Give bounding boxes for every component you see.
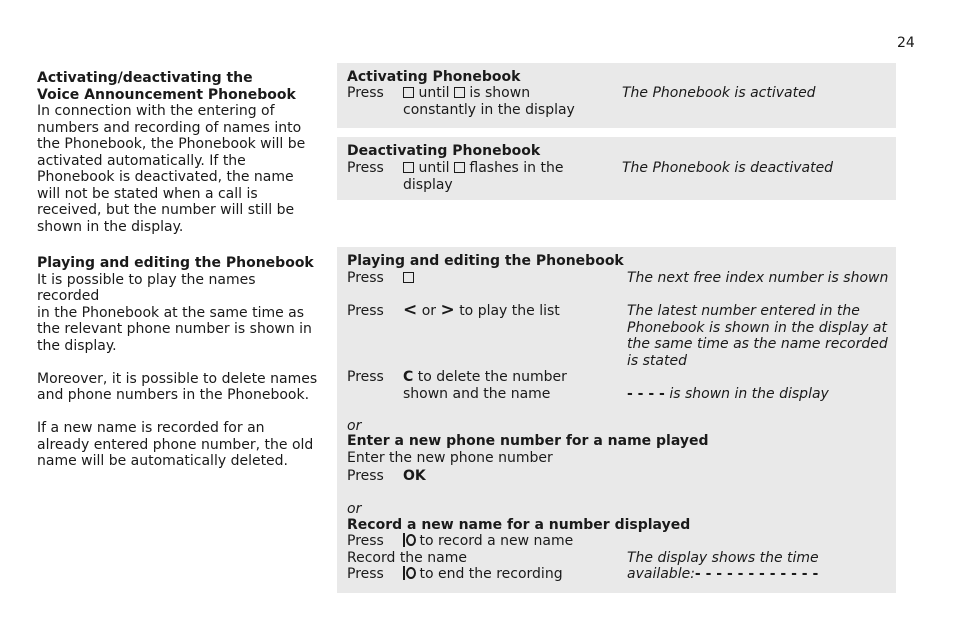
result-text: The next free index number is shown [627,270,889,286]
instruction-line [403,369,567,386]
text-line: Moreover, it is possible to delete names [37,370,318,387]
display-dashes: - - - - - - - - - - - - [694,566,819,582]
press-label: Press [347,270,384,286]
menu-key-icon [403,162,414,173]
panel-title: Activating Phonebook [347,69,521,85]
subsection-title: Enter a new phone number for a name played [347,433,709,449]
instruction-text: flashes in the [469,160,564,176]
text-line: in the Phonebook at the same time as [37,304,305,321]
left-section-activating [37,70,322,235]
instruction-text: is shown [469,85,531,101]
instruction-line: display [403,177,453,193]
subsection-title: Record a new name for a number displayed [347,517,691,533]
text-line: the Phonebook, the Phonebook will be [37,136,306,152]
result-line [627,386,829,403]
instruction-text: to record a new name [419,533,574,549]
result-text: The Phonebook is deactivated [622,160,834,176]
instruction-text: until [418,85,450,101]
result-text: is shown in the display [669,385,829,402]
instruction-text: to end the recording [419,566,563,582]
panel-deactivating-phonebook [337,137,896,200]
menu-key-icon [403,272,414,283]
text-line: numbers and recording of names into [37,119,302,136]
ok-key: OK [403,468,426,484]
result-text: The latest number entered in the [627,303,860,319]
instruction-line: Record the name [347,550,467,566]
c-key: C [403,369,414,385]
result-text: available: [627,566,695,582]
instruction-text: or [421,303,437,319]
press-label: Press [347,468,384,484]
result-line [627,566,818,583]
text-line: will not be stated when a call is [37,185,258,202]
section-title: Playing and editing the Phonebook [37,255,314,271]
instruction-line [403,270,414,287]
text-line: the relevant phone number is shown in [37,321,312,337]
instruction-text: until [418,160,450,176]
instruction-line: constantly in the display [403,102,575,118]
section-title: Activating/deactivating the [37,70,253,86]
press-label: Press [347,566,384,582]
result-text: the same time as the name recorded [627,336,888,352]
text-line: name will be automatically deleted. [37,453,289,469]
text-line: activated automatically. If the [37,152,246,169]
press-label: Press [347,85,384,101]
instruction-line [403,533,573,550]
record-key-icon [403,566,415,580]
instruction-line [403,566,563,583]
page-number: 24 [897,35,915,51]
instruction-text: to play the list [459,303,560,319]
or-label: or [347,418,362,434]
arrow-right-icon: > [440,300,455,320]
result-text: The display shows the time [627,550,819,566]
result-text: is stated [627,352,687,369]
result-text: Phonebook is shown in the display at [627,319,887,336]
text-line: In connection with the entering of [37,103,275,119]
text-line: already entered phone number, the old [37,436,314,453]
menu-key-icon [454,87,465,98]
instruction-line [403,300,560,320]
or-label: or [347,501,362,517]
menu-key-icon [403,87,414,98]
instruction-line: Enter the new phone number [347,450,553,466]
panel-playing-editing [337,247,896,593]
press-label: Press [347,369,384,385]
section-title: Voice Announcement Phonebook [37,86,296,103]
text-line: and phone numbers in the Phonebook. [37,387,310,403]
text-line: Phonebook is deactivated, the name [37,169,294,185]
text-line: received, but the number will still be [37,202,295,218]
panel-title: Deactivating Phonebook [347,143,541,159]
panel-title: Playing and editing the Phonebook [347,253,624,269]
instruction-line: shown and the name [403,385,551,402]
left-section-playing [37,255,322,470]
text-line: If a new name is recorded for an [37,420,265,436]
arrow-left-icon: < [403,300,418,320]
press-label: Press [347,533,384,549]
instruction-line [403,160,564,177]
press-label: Press [347,303,384,319]
press-label: Press [347,160,384,176]
record-key-icon [403,533,415,547]
text-line: shown in the display. [37,218,184,235]
instruction-text: to delete the number [417,369,567,385]
result-text: The Phonebook is activated [622,85,816,101]
menu-key-icon [454,162,465,173]
text-line: It is possible to play the names recorded [37,271,256,304]
instruction-line [403,85,530,102]
text-line: the display. [37,337,117,354]
panel-activating-phonebook [337,63,896,128]
display-dashes: - - - - [627,385,665,402]
